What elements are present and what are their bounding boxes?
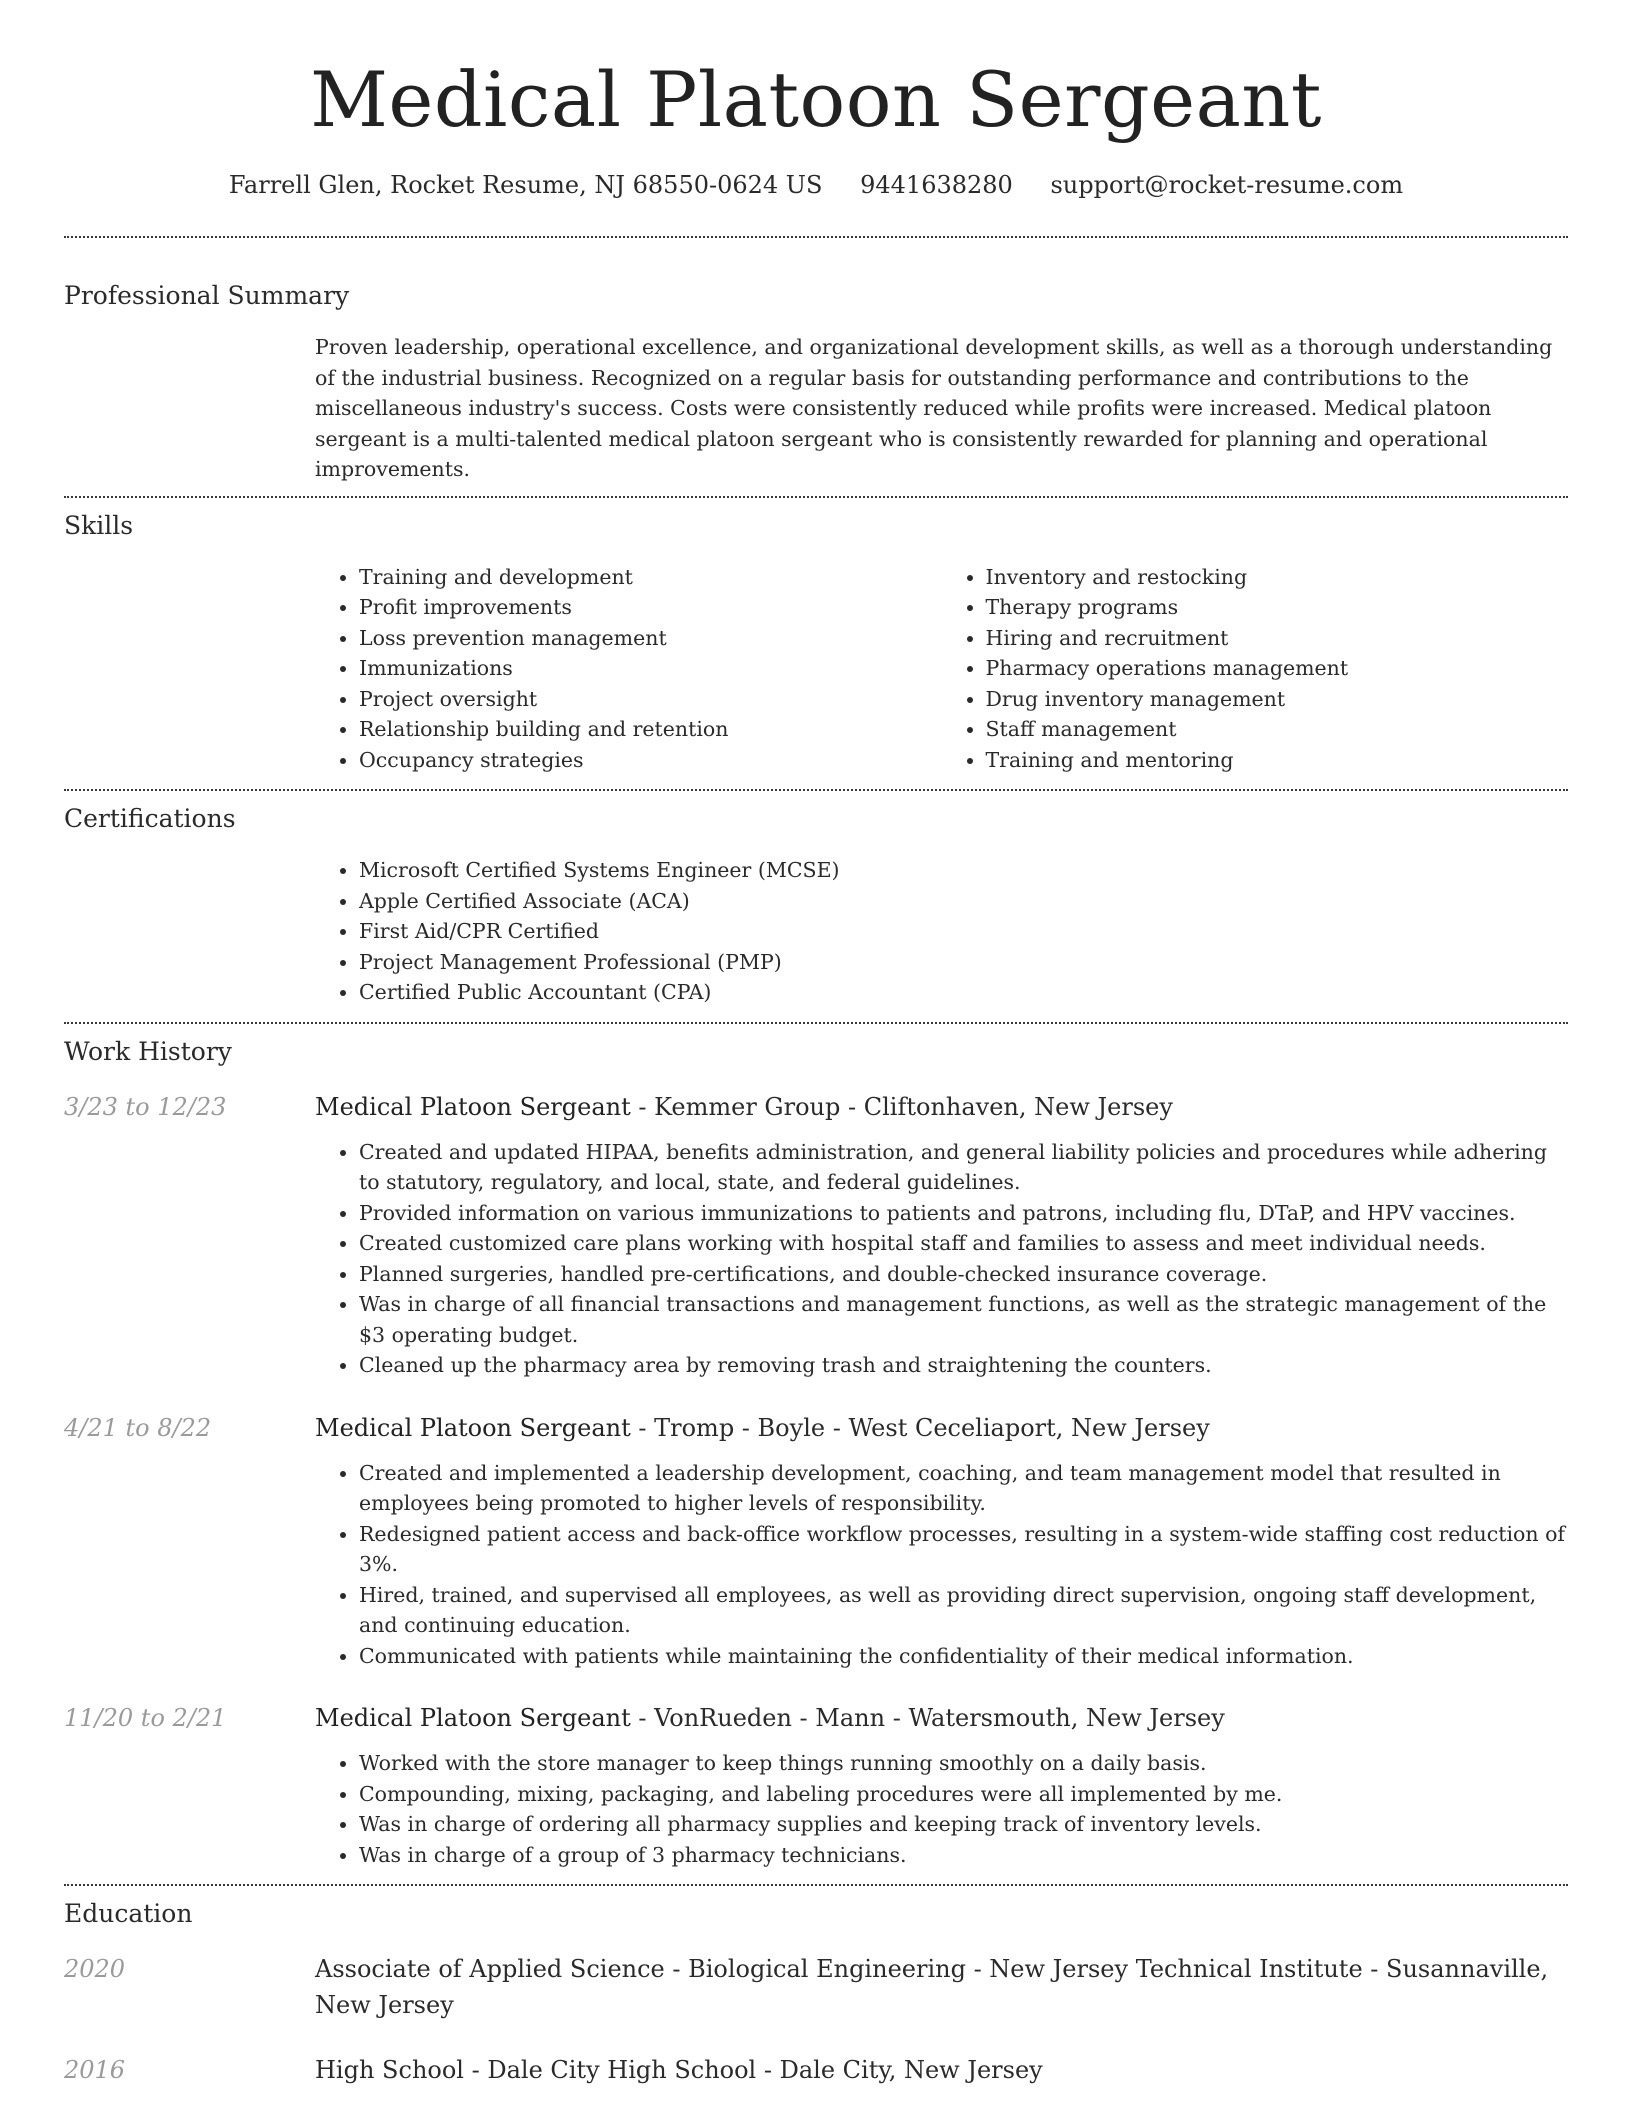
certification-item: • Microsoft Certified Systems Engineer (MCSE) (359, 855, 1568, 886)
skill-item: • Training and development (359, 562, 942, 593)
job-position: Medical Platoon Sergeant (315, 1704, 631, 1732)
job-position: Medical Platoon Sergeant (315, 1413, 631, 1442)
contact-line (64, 168, 1568, 202)
job-bullets (315, 1458, 1568, 1672)
contact-email: support@rocket-resume.com (1050, 171, 1404, 199)
work-history-section (64, 1024, 1568, 1885)
job-dates: 3/23 to 12/23 (64, 1092, 227, 1121)
job-bullet: • Created and implemented a leadership development, coaching, and team management model that resulted in employees being promoted to higher levels of responsibility. (359, 1458, 1568, 1519)
job-bullet: • Was in charge of a group of 3 pharmacy technicians. (359, 1840, 1568, 1871)
job-entry (64, 1410, 1568, 1672)
skill-item: • Inventory and restocking (986, 562, 1569, 593)
job-title-line: Medical Platoon Sergeant - Tromp - Boyle - West Ceceliaport, New Jersey (315, 1413, 1210, 1442)
contact-phone: 9441638280 (860, 171, 1013, 199)
job-company: Kemmer Group (654, 1092, 841, 1121)
education-year: 2020 (64, 1955, 126, 1983)
skill-item: • Hiring and recruitment (986, 623, 1569, 654)
job-title-line: Medical Platoon Sergeant - VonRueden - Mann - Watersmouth, New Jersey (315, 1704, 1225, 1732)
resume-name: Medical Platoon Sergeant (310, 55, 1322, 144)
job-bullet: • Was in charge of all financial transactions and management functions, as well as the strategic management of the $3 operating budget. (359, 1289, 1568, 1350)
certifications-list (315, 855, 1568, 1008)
job-bullet: • Planned surgeries, handled pre-certifications, and double-checked insurance coverage. (359, 1259, 1568, 1290)
skills-list-right (942, 562, 1569, 776)
job-bullet: • Created customized care plans working with hospital staff and families to assess and meet individual needs. (359, 1228, 1568, 1259)
skill-item: • Profit improvements (359, 592, 942, 623)
job-bullet: • Hired, trained, and supervised all employees, as well as providing direct supervision, ongoing staff development, and continuing education. (359, 1580, 1568, 1641)
job-bullet: • Created and updated HIPAA, benefits administration, and general liability policies and procedures while adhering to statutory, regulatory, and local, state, and federal guidelines. (359, 1137, 1568, 1198)
summary-text: Proven leadership, operational excellence, and organizational development skills, as well as a thorough understanding of the industrial business. Recognized on a regular basis for outstanding performance and contributions to the miscellaneous industry's success. Costs were consistently reduced while profits were increased. Medical platoon sergeant is a multi-talented medical platoon sergeant who is consistently rewarded for planning and operational improvements. (315, 335, 1553, 481)
job-location: Cliftonhaven, New Jersey (863, 1092, 1173, 1121)
job-location: West Ceceliaport, New Jersey (848, 1413, 1210, 1442)
job-bullet: • Compounding, mixing, packaging, and labeling procedures were all implemented by me. (359, 1779, 1568, 1810)
skill-item: • Staff management (986, 714, 1569, 745)
job-entry (64, 1089, 1568, 1381)
education-text: High School - Dale City High School - Dale City, New Jersey (315, 2056, 1043, 2084)
job-company: VonRueden - Mann (654, 1704, 886, 1732)
skill-item: • Drug inventory management (986, 684, 1569, 715)
certification-item: • Certified Public Accountant (CPA) (359, 977, 1568, 1008)
resume-page (64, 0, 1568, 2088)
education-entry (64, 1951, 1568, 2023)
job-position: Medical Platoon Sergeant (315, 1092, 631, 1121)
contact-address: Farrell Glen, Rocket Resume, NJ 68550-0624 US (228, 171, 823, 199)
certifications-section (64, 791, 1568, 1022)
job-bullets (315, 1748, 1568, 1870)
education-entry (64, 2052, 1568, 2088)
job-dates: 11/20 to 2/21 (64, 1704, 227, 1732)
skills-section (64, 498, 1568, 790)
skill-item: • Pharmacy operations management (986, 653, 1569, 684)
job-bullet: • Provided information on various immunizations to patients and patrons, including flu, DTaP, and HPV vaccines. (359, 1198, 1568, 1229)
job-bullet: • Redesigned patient access and back-office workflow processes, resulting in a system-wide staffing cost reduction of 3%. (359, 1519, 1568, 1580)
education-section (64, 1886, 1568, 2088)
job-bullet: • Communicated with patients while maintaining the confidentiality of their medical information. (359, 1641, 1568, 1672)
skill-item: • Training and mentoring (986, 745, 1569, 776)
job-entry (64, 1700, 1568, 1870)
section-title-summary: Professional Summary (64, 281, 350, 310)
job-bullets (315, 1137, 1568, 1381)
section-title-work-history: Work History (64, 1036, 232, 1066)
certification-item: • First Aid/CPR Certified (359, 916, 1568, 947)
section-title-skills: Skills (64, 510, 134, 540)
education-text: Associate of Applied Science - Biological Engineering - New Jersey Technical Institute - Susannaville, New Jersey (315, 1955, 1549, 2019)
skill-item: • Occupancy strategies (359, 745, 942, 776)
skill-item: • Therapy programs (986, 592, 1569, 623)
section-title-certifications: Certifications (64, 804, 236, 833)
skills-list-left (315, 562, 942, 776)
skill-item: • Relationship building and retention (359, 714, 942, 745)
certification-item: • Project Management Professional (PMP) (359, 947, 1568, 978)
job-title-line: Medical Platoon Sergeant - Kemmer Group - Cliftonhaven, New Jersey (315, 1092, 1173, 1121)
job-bullet: • Was in charge of ordering all pharmacy supplies and keeping track of inventory levels. (359, 1809, 1568, 1840)
job-bullet: • Worked with the store manager to keep things running smoothly on a daily basis. (359, 1748, 1568, 1779)
job-dates: 4/21 to 8/22 (64, 1413, 212, 1442)
job-bullet: • Cleaned up the pharmacy area by removing trash and straightening the counters. (359, 1350, 1568, 1381)
job-company: Tromp - Boyle (654, 1413, 826, 1442)
skill-item: • Immunizations (359, 653, 942, 684)
certification-item: • Apple Certified Associate (ACA) (359, 886, 1568, 917)
skill-item: • Project oversight (359, 684, 942, 715)
job-location: Watersmouth, New Jersey (908, 1704, 1225, 1732)
section-title-education: Education (64, 1899, 193, 1928)
skill-item: • Loss prevention management (359, 623, 942, 654)
education-year: 2016 (64, 2056, 126, 2084)
summary-section (64, 238, 1568, 496)
